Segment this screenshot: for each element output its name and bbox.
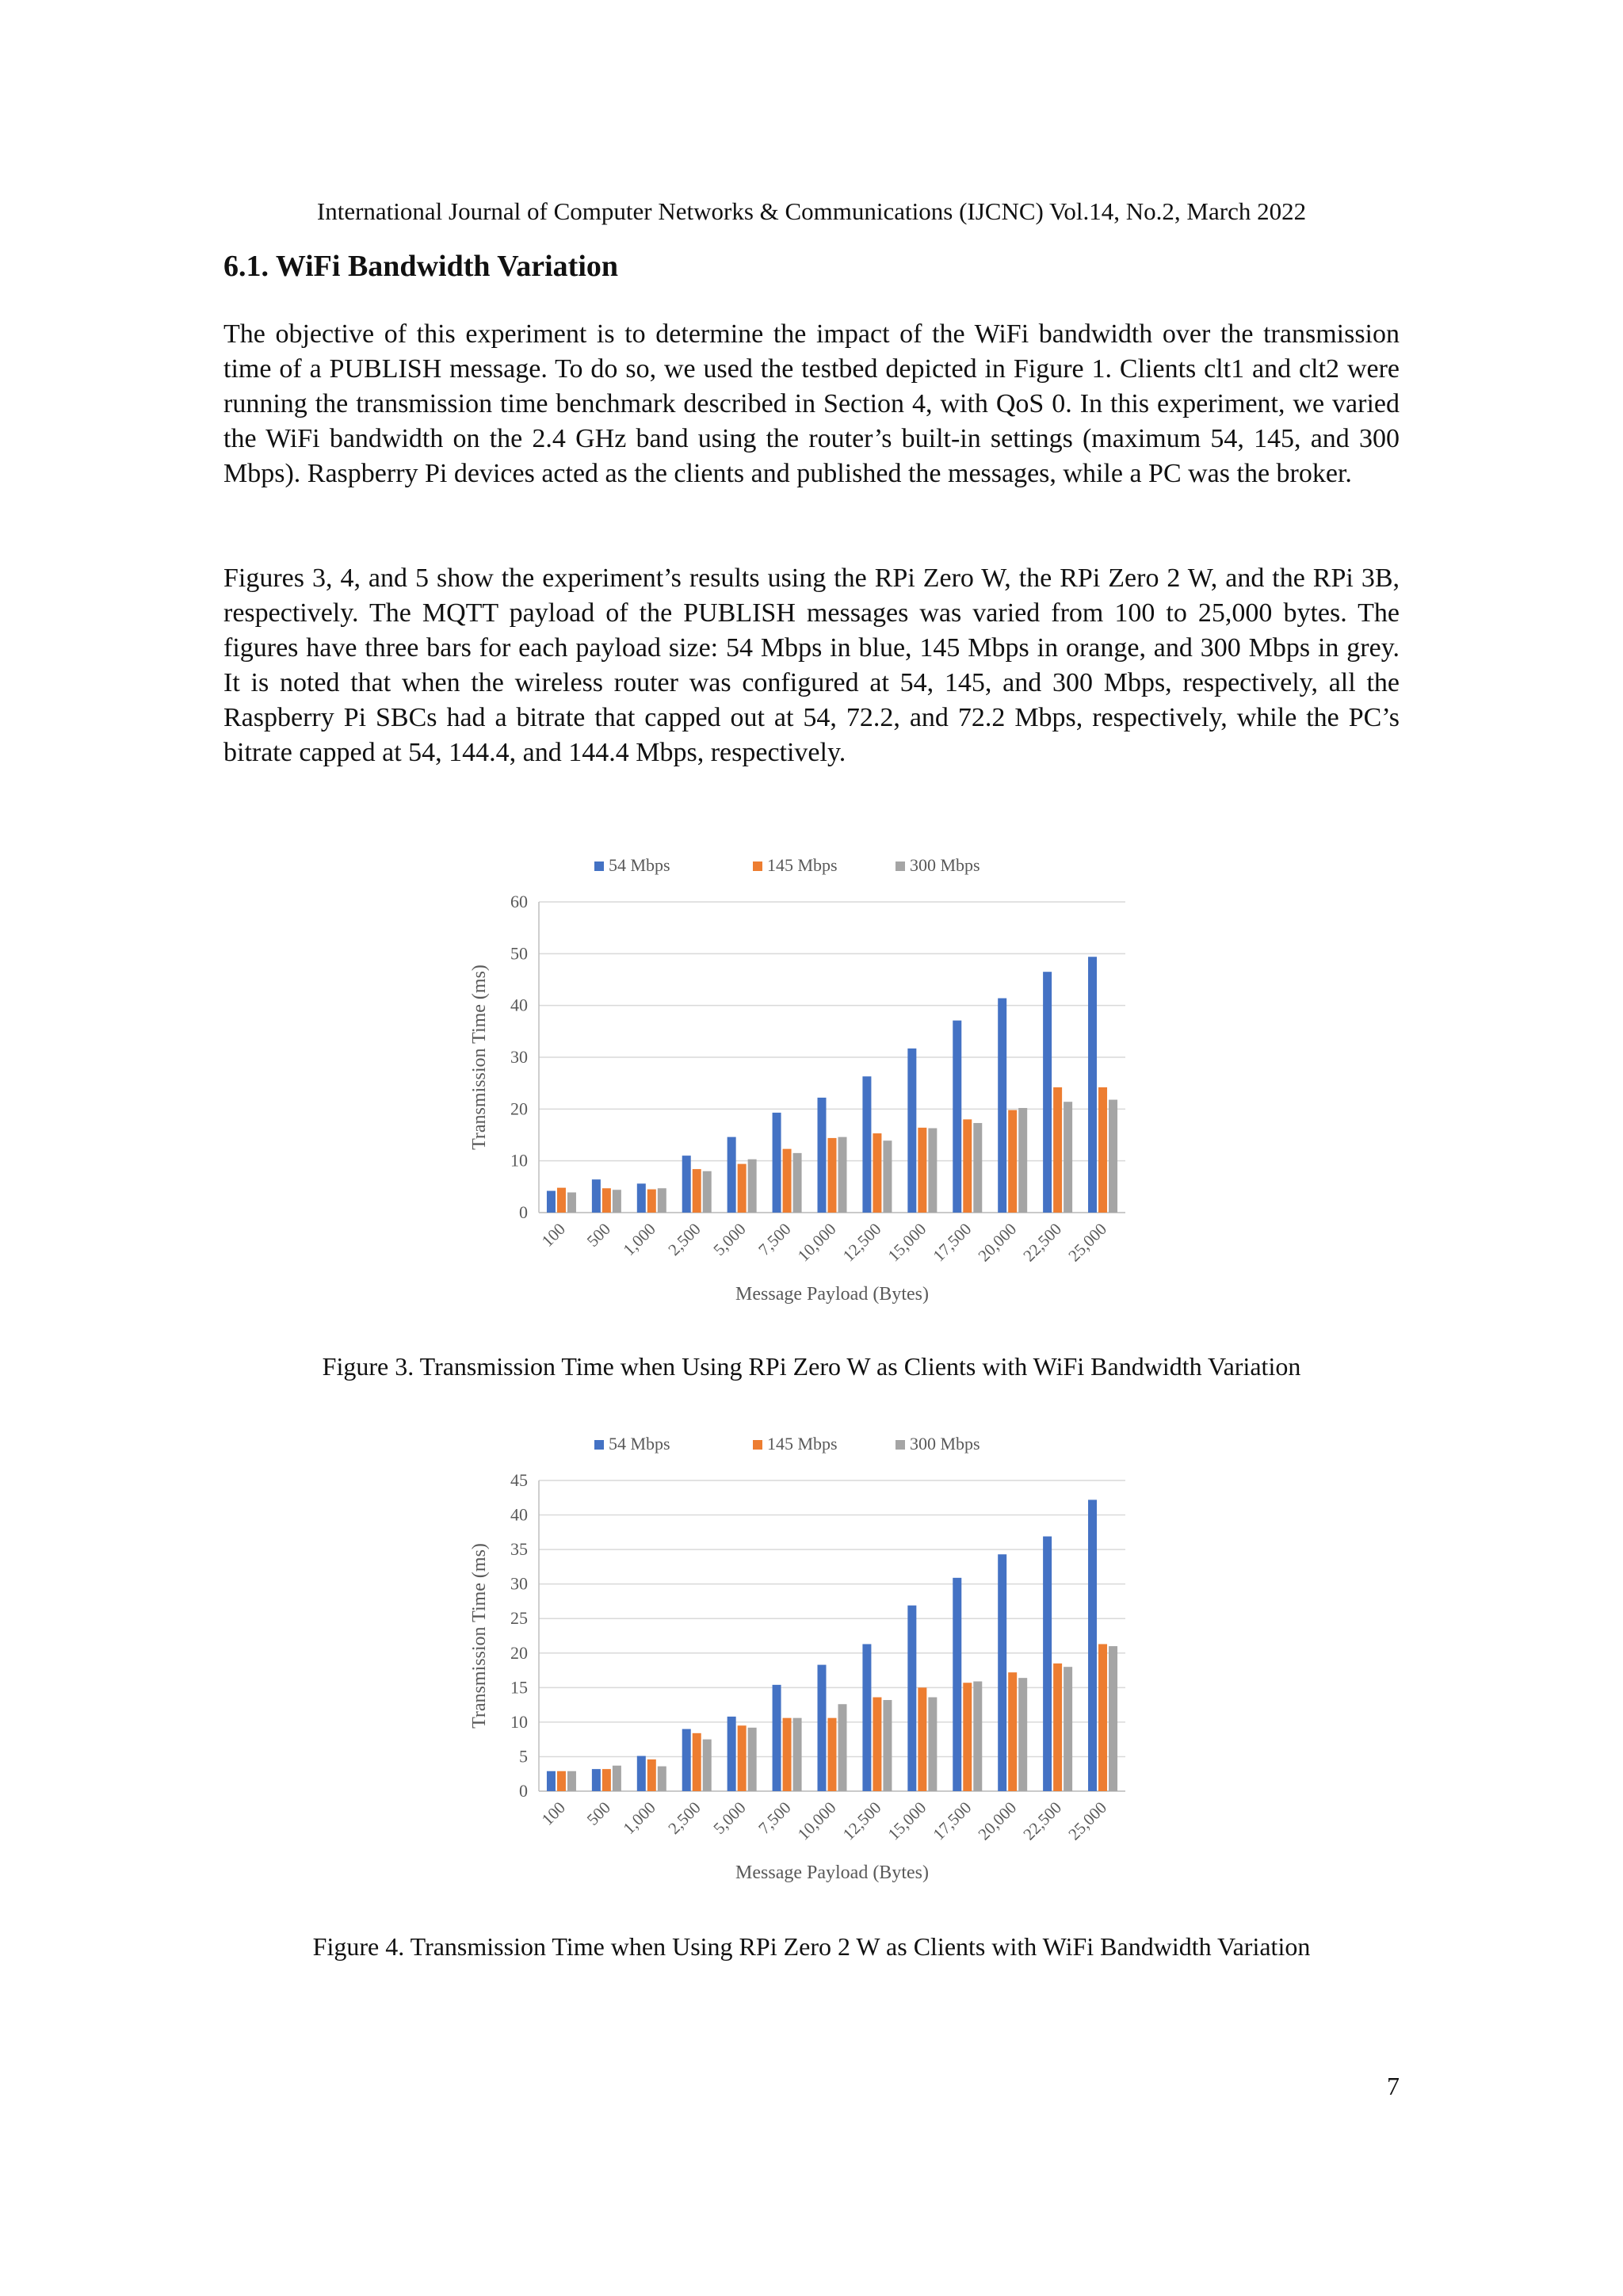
bar-300-mbps-11 [1064, 1667, 1072, 1791]
page-number: 7 [1387, 2072, 1400, 2100]
y-tick-label: 40 [510, 1504, 528, 1525]
legend-swatch-2 [896, 1440, 905, 1450]
y-tick-label: 40 [510, 995, 528, 1015]
y-tick-label: 60 [510, 892, 528, 911]
bar-145-mbps-12 [1098, 1087, 1107, 1213]
legend-swatch-2 [896, 861, 905, 871]
x-tick-label: 500 [582, 1797, 614, 1829]
bar-54-mbps-9 [953, 1578, 961, 1791]
x-tick-label: 10,000 [793, 1219, 840, 1266]
x-tick-label: 20,000 [974, 1797, 1021, 1844]
bar-145-mbps-1 [602, 1188, 611, 1213]
x-tick-label: 20,000 [974, 1219, 1021, 1266]
bar-54-mbps-10 [998, 1554, 1006, 1791]
bar-145-mbps-5 [783, 1149, 792, 1213]
legend-label-0: 54 Mbps [609, 855, 670, 875]
bar-145-mbps-9 [963, 1683, 972, 1791]
x-tick-label: 25,000 [1064, 1219, 1111, 1266]
paragraph-intro: The objective of this experiment is to determine the impact of the WiFi bandwidth over the transmission time of a PUBLISH message. To do so, we used the testbed depicted in Figure 1. Clients clt1 and clt2 were running the transmission time benchmark described in Section 4, with QoS 0. In this experiment, we varied the WiFi bandwidth on the 2.4 GHz band using the router’s built-in settings (maximum 54, 145, and 300 Mbps). Raspberry Pi devices acted as the clients and published the messages, while a PC was the broker. [223, 319, 1400, 488]
x-tick-label: 1,000 [619, 1219, 659, 1259]
legend-label-2: 300 Mbps [910, 855, 980, 875]
y-axis-title: Transmission Time (ms) [469, 1543, 490, 1729]
bar-54-mbps-8 [907, 1049, 916, 1213]
bar-145-mbps-2 [647, 1190, 656, 1213]
bar-300-mbps-6 [838, 1137, 847, 1213]
y-tick-label: 0 [519, 1202, 528, 1222]
y-tick-label: 30 [510, 1047, 528, 1067]
bar-54-mbps-12 [1088, 1499, 1097, 1791]
bar-300-mbps-1 [613, 1766, 621, 1791]
bar-300-mbps-4 [748, 1159, 757, 1213]
x-tick-label: 17,500 [929, 1219, 976, 1266]
section-title: 6.1. WiFi Bandwidth Variation [223, 250, 619, 283]
bar-54-mbps-8 [907, 1606, 916, 1791]
x-tick-label: 500 [582, 1219, 614, 1251]
x-tick-label: 5,000 [709, 1219, 750, 1259]
y-tick-label: 20 [510, 1098, 528, 1119]
bar-145-mbps-2 [647, 1759, 656, 1791]
bar-300-mbps-7 [883, 1140, 892, 1213]
figure-3-svg [468, 848, 1157, 1316]
x-tick-label: 22,500 [1019, 1797, 1066, 1844]
bar-145-mbps-10 [1008, 1672, 1017, 1791]
y-tick-label: 20 [510, 1642, 528, 1663]
x-tick-label: 2,500 [664, 1797, 705, 1838]
bar-145-mbps-9 [963, 1119, 972, 1213]
bar-54-mbps-9 [953, 1021, 961, 1213]
legend-label-1: 145 Mbps [767, 855, 838, 875]
bar-300-mbps-6 [838, 1704, 847, 1791]
bar-300-mbps-8 [928, 1698, 937, 1791]
bar-300-mbps-7 [883, 1700, 892, 1791]
x-tick-label: 100 [537, 1219, 569, 1251]
legend-label-1: 145 Mbps [767, 1434, 838, 1454]
bar-54-mbps-5 [773, 1685, 781, 1791]
bar-300-mbps-12 [1109, 1646, 1117, 1791]
bar-300-mbps-0 [567, 1193, 576, 1213]
x-tick-label: 100 [537, 1797, 569, 1829]
figure-4-chart [468, 1427, 1157, 1894]
bar-300-mbps-3 [703, 1171, 712, 1213]
x-tick-label: 5,000 [709, 1797, 750, 1838]
bar-300-mbps-5 [793, 1153, 802, 1213]
bar-300-mbps-2 [658, 1188, 666, 1213]
y-tick-label: 45 [510, 1470, 528, 1490]
x-tick-label: 12,500 [838, 1797, 885, 1844]
bar-54-mbps-10 [998, 999, 1006, 1213]
bar-145-mbps-11 [1053, 1087, 1062, 1213]
journal-header: International Journal of Computer Networks & Communications (IJCNC) Vol.14, No.2, March 2022 [316, 197, 1307, 225]
bar-145-mbps-3 [693, 1169, 701, 1213]
bar-300-mbps-5 [793, 1718, 802, 1791]
bar-145-mbps-12 [1098, 1644, 1107, 1791]
y-tick-label: 10 [510, 1711, 528, 1732]
bar-54-mbps-0 [547, 1771, 556, 1791]
bar-54-mbps-1 [592, 1769, 601, 1791]
y-tick-label: 30 [510, 1573, 528, 1594]
bar-145-mbps-1 [602, 1769, 611, 1791]
bar-300-mbps-2 [658, 1767, 666, 1791]
x-tick-label: 25,000 [1064, 1797, 1111, 1844]
figure-4-caption: Figure 4. Transmission Time when Using RPi Zero 2 W as Clients with WiFi Bandwidth Variation [312, 1932, 1311, 1961]
y-tick-label: 0 [519, 1781, 528, 1801]
bar-145-mbps-8 [918, 1687, 926, 1791]
x-axis-title: Message Payload (Bytes) [735, 1862, 929, 1883]
bar-300-mbps-9 [973, 1123, 982, 1213]
y-tick-label: 10 [510, 1150, 528, 1171]
bar-54-mbps-2 [637, 1756, 646, 1791]
x-axis-title: Message Payload (Bytes) [735, 1284, 929, 1305]
x-tick-label: 2,500 [664, 1219, 705, 1259]
legend-label-2: 300 Mbps [910, 1434, 980, 1454]
bar-54-mbps-6 [818, 1665, 827, 1791]
bar-54-mbps-3 [682, 1156, 691, 1213]
legend-swatch-0 [594, 1440, 604, 1450]
bar-145-mbps-7 [873, 1698, 881, 1791]
bar-300-mbps-1 [613, 1190, 621, 1213]
x-tick-label: 12,500 [838, 1219, 885, 1266]
x-tick-label: 7,500 [754, 1797, 795, 1838]
bar-145-mbps-6 [828, 1138, 837, 1213]
bar-300-mbps-3 [703, 1740, 712, 1791]
bar-54-mbps-11 [1043, 972, 1052, 1213]
paragraph-results: Figures 3, 4, and 5 show the experiment’s results using the RPi Zero W, the RPi Zero 2 W, and the RPi 3B, respectively. The MQTT payload of the PUBLISH messages was varied from 100 to 25,000 bytes. The figures have three bars for each payload size: 54 Mbps in blue, 145 Mbps in orange, and 300 Mbps in grey. It is noted that when the wireless router was configured at 54, 145, and 300 Mbps, respectively, all the Raspberry Pi SBCs had a bitrate that capped out at 54, 72.2, and 72.2 Mbps, respectively, while the PC’s bitrate capped at 54, 144.4, and 144.4 Mbps, respectively. [223, 563, 1400, 767]
x-tick-label: 15,000 [884, 1219, 930, 1266]
bar-54-mbps-0 [547, 1191, 556, 1213]
legend-swatch-0 [594, 861, 604, 871]
y-tick-label: 35 [510, 1539, 528, 1560]
bar-145-mbps-4 [738, 1164, 747, 1213]
bar-54-mbps-7 [862, 1076, 871, 1213]
bar-300-mbps-4 [748, 1728, 757, 1791]
bar-300-mbps-8 [928, 1129, 937, 1213]
x-tick-label: 15,000 [884, 1797, 930, 1844]
bar-54-mbps-12 [1088, 957, 1097, 1213]
y-tick-label: 15 [510, 1677, 528, 1698]
y-tick-label: 50 [510, 943, 528, 964]
bar-145-mbps-8 [918, 1128, 926, 1213]
bar-300-mbps-9 [973, 1681, 982, 1791]
bar-54-mbps-1 [592, 1179, 601, 1213]
bar-145-mbps-4 [738, 1725, 747, 1791]
bar-300-mbps-10 [1018, 1108, 1027, 1213]
figure-3-caption: Figure 3. Transmission Time when Using RPi Zero W as Clients with WiFi Bandwidth Variation [322, 1352, 1301, 1381]
bar-145-mbps-0 [557, 1771, 566, 1791]
bar-54-mbps-4 [727, 1717, 736, 1791]
bar-145-mbps-6 [828, 1718, 837, 1791]
y-tick-label: 25 [510, 1608, 528, 1629]
bar-54-mbps-3 [682, 1729, 691, 1791]
legend-swatch-1 [753, 861, 762, 871]
x-tick-label: 22,500 [1019, 1219, 1066, 1266]
x-tick-label: 17,500 [929, 1797, 976, 1844]
bar-300-mbps-10 [1018, 1678, 1027, 1791]
bar-54-mbps-5 [773, 1113, 781, 1213]
bar-145-mbps-7 [873, 1133, 881, 1213]
bar-300-mbps-0 [567, 1771, 576, 1791]
y-axis-title: Transmission Time (ms) [469, 965, 490, 1150]
bar-54-mbps-2 [637, 1183, 646, 1213]
x-tick-label: 1,000 [619, 1797, 659, 1838]
bar-54-mbps-6 [818, 1098, 827, 1213]
bar-54-mbps-4 [727, 1137, 736, 1213]
bar-145-mbps-0 [557, 1188, 566, 1213]
x-tick-label: 7,500 [754, 1219, 795, 1259]
figure-4-svg [468, 1427, 1157, 1894]
bar-54-mbps-7 [862, 1644, 871, 1791]
figure-3-chart [468, 848, 1157, 1316]
bar-145-mbps-11 [1053, 1664, 1062, 1791]
legend-swatch-1 [753, 1440, 762, 1450]
bar-300-mbps-12 [1109, 1100, 1117, 1213]
bar-300-mbps-11 [1064, 1102, 1072, 1213]
bar-145-mbps-5 [783, 1718, 792, 1791]
y-tick-label: 5 [519, 1746, 528, 1767]
legend-label-0: 54 Mbps [609, 1434, 670, 1454]
bar-145-mbps-3 [693, 1733, 701, 1791]
x-tick-label: 10,000 [793, 1797, 840, 1844]
bar-54-mbps-11 [1043, 1537, 1052, 1791]
bar-145-mbps-10 [1008, 1110, 1017, 1213]
